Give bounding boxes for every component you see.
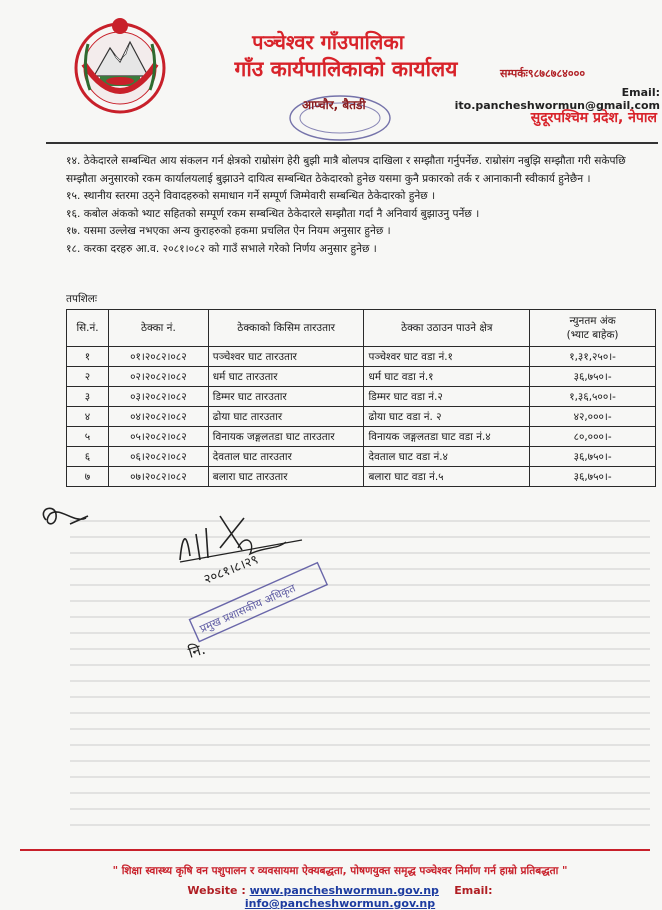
cell-collection-area: धर्म घाट वडा नं.१: [364, 367, 530, 387]
table-row: [67, 387, 656, 407]
cell-minimum-amount: ३६,७५०।-: [530, 447, 656, 467]
header-collection-area: ठेक्का उठाउन पाउने क्षेत्र: [364, 310, 530, 347]
table-row: [67, 427, 656, 447]
cell-minimum-amount: १,३६,५००।-: [530, 387, 656, 407]
cell-minimum-amount: ४२,०००।-: [530, 407, 656, 427]
footer-links: [100, 884, 580, 910]
cell-serial: ४: [67, 407, 109, 427]
cell-minimum-amount: ३६,७५०।-: [530, 367, 656, 387]
cell-contract-no: ०१।२०८२।०८२: [108, 347, 208, 367]
office-name: पञ्चेश्वर गाँउपालिका: [252, 30, 404, 54]
province-name: सुदूरपश्चिम प्रदेश, नेपाल: [530, 110, 657, 126]
clauses-section: [66, 153, 650, 258]
office-seal-stamp: [284, 86, 396, 142]
table-label: तपशिलः: [66, 293, 98, 305]
header-serial: सि.नं.: [67, 310, 109, 347]
header-contract-no: ठेक्का नं.: [108, 310, 208, 347]
clause-18: १८. करका दरहरु आ.व. २०८१।०८२ को गाउँ सभाले गरेको निर्णय अनुसार हुनेछ ।: [66, 242, 377, 255]
email-label: Email:: [454, 884, 493, 897]
cell-contract-type: धर्म घाट तारउतार: [208, 367, 364, 387]
cell-contract-no: ०६।२०८२।०८२: [108, 447, 208, 467]
contact-number: सम्पर्कः९८७८७८४०००: [500, 67, 586, 80]
cell-contract-no: ०५।२०८२।०८२: [108, 427, 208, 447]
cell-collection-area: विनायक जङ्गलतडा घाट वडा नं.४: [364, 427, 530, 447]
table-row: [67, 407, 656, 427]
table-row: [67, 367, 656, 387]
clause-14: १४. ठेकेदारले सम्बन्धित आय संकलन गर्न क्षेत्रको राम्रोसंग हेरी बुझी मात्रै बोलपत्र दाखिला र सम्झौता गर्नुपर्नेछ. राम्रोसंग नबुझि सम्झौता गरी सकेपछि सम्झौता अनुसारको रकम कार्यालयलाई बुझाउने दायित्व सम्बन्धित ठेकेदारको हुनेछ यसमा कुनै प्रकारको तर्क र आनाकानी स्वीकार्य हुनेछैन ।: [66, 155, 626, 185]
cell-contract-no: ०४।२०८२।०८२: [108, 407, 208, 427]
cell-serial: २: [67, 367, 109, 387]
clause-15: १५. स्थानीय स्तरमा उठ्ने विवादहरुको समाधान गर्ने सम्पूर्ण जिम्मेवारी सम्बन्धित ठेकेदारको हुनेछ ।: [66, 190, 436, 202]
table-row: [67, 347, 656, 367]
office-title: गाँउ कार्यपालिकाको कार्यालय: [234, 57, 458, 81]
cell-contract-no: ०२।२०८२।०८२: [108, 367, 208, 387]
official-stamp-text: प्रमुख प्रशासकीय अधिकृत: [197, 581, 298, 636]
cell-minimum-amount: १,३१,२५०।-: [530, 347, 656, 367]
cell-minimum-amount: ८०,०००।-: [530, 427, 656, 447]
email-link[interactable]: info@pancheshwormun.gov.np: [244, 897, 436, 910]
cell-contract-type: डिम्मर घाट तारउतार: [208, 387, 364, 407]
cell-serial: ६: [67, 447, 109, 467]
cell-serial: ३: [67, 387, 109, 407]
cell-collection-area: पञ्चेश्वर घाट वडा नं.१: [364, 347, 530, 367]
cell-serial: १: [67, 347, 109, 367]
website-label: Website :: [187, 884, 250, 897]
header-email: Email: ito.pancheshwormun@gmail.com: [454, 86, 660, 112]
cell-collection-area: डिम्मर घाट वडा नं.२: [364, 387, 530, 407]
cell-contract-no: ०३।२०८२।०८२: [108, 387, 208, 407]
table-row: [67, 467, 656, 487]
website-link[interactable]: www.pancheshwormun.gov.np: [249, 884, 439, 897]
header-contract-type: ठेक्काको किसिम तारउतार: [208, 310, 364, 347]
clause-17: १७. यसमा उल्लेख नभएका अन्य कुराहरुको हकमा प्रचलित ऐन नियम अनुसार हुनेछ ।: [66, 225, 391, 237]
cell-collection-area: देवताल घाट वडा नं.४: [364, 447, 530, 467]
footer-motto: " शिक्षा स्वास्थ्य कृषि वन पशुपालन र व्यवसायमा ऐक्यबद्धता, पोषणयुक्त समृद्ध पञ्चेश्वर निर्माण गर्न हाम्रो प्रतिबद्धता ": [112, 865, 568, 877]
district-name: आप्चौर, बैतडी: [302, 98, 366, 112]
cell-contract-no: ०७।२०८२।०८२: [108, 467, 208, 487]
svg-text:नि.: नि.: [186, 639, 208, 662]
signatures-and-stamp: [30, 498, 350, 668]
cell-contract-type: पञ्चेश्वर घाट तारउतार: [208, 347, 364, 367]
svg-text:२०८१।८।२९: २०८१।८।२९: [201, 552, 261, 588]
nepal-emblem-logo: [70, 14, 170, 118]
cell-minimum-amount: ३६,७५०।-: [530, 467, 656, 487]
cell-contract-type: देवताल घाट तारउतार: [208, 447, 364, 467]
cell-contract-type: ढोया घाट तारउतार: [208, 407, 364, 427]
clause-16: १६. कबोल अंकको भ्याट सहितको सम्पूर्ण रकम सम्बन्धित ठेकेदारले सम्झौता गर्दा नै अनिवार्य बुझाउनु पर्नेछ ।: [66, 207, 480, 220]
cell-serial: ७: [67, 467, 109, 487]
header-minimum-amount: न्युनतम अंक (भ्याट बाहेक): [530, 310, 656, 347]
cell-collection-area: ढोया घाट वडा नं. २: [364, 407, 530, 427]
cell-contract-type: विनायक जङ्गलतडा घाट तारउतार: [208, 427, 364, 447]
contracts-table: [66, 309, 656, 487]
footer-divider: [20, 849, 650, 851]
cell-serial: ५: [67, 427, 109, 447]
table-header-row: [67, 310, 656, 347]
cell-collection-area: बलारा घाट वडा नं.५: [364, 467, 530, 487]
header-divider: [46, 142, 658, 144]
cell-contract-type: बलारा घाट तारउतार: [208, 467, 364, 487]
table-row: [67, 447, 656, 467]
